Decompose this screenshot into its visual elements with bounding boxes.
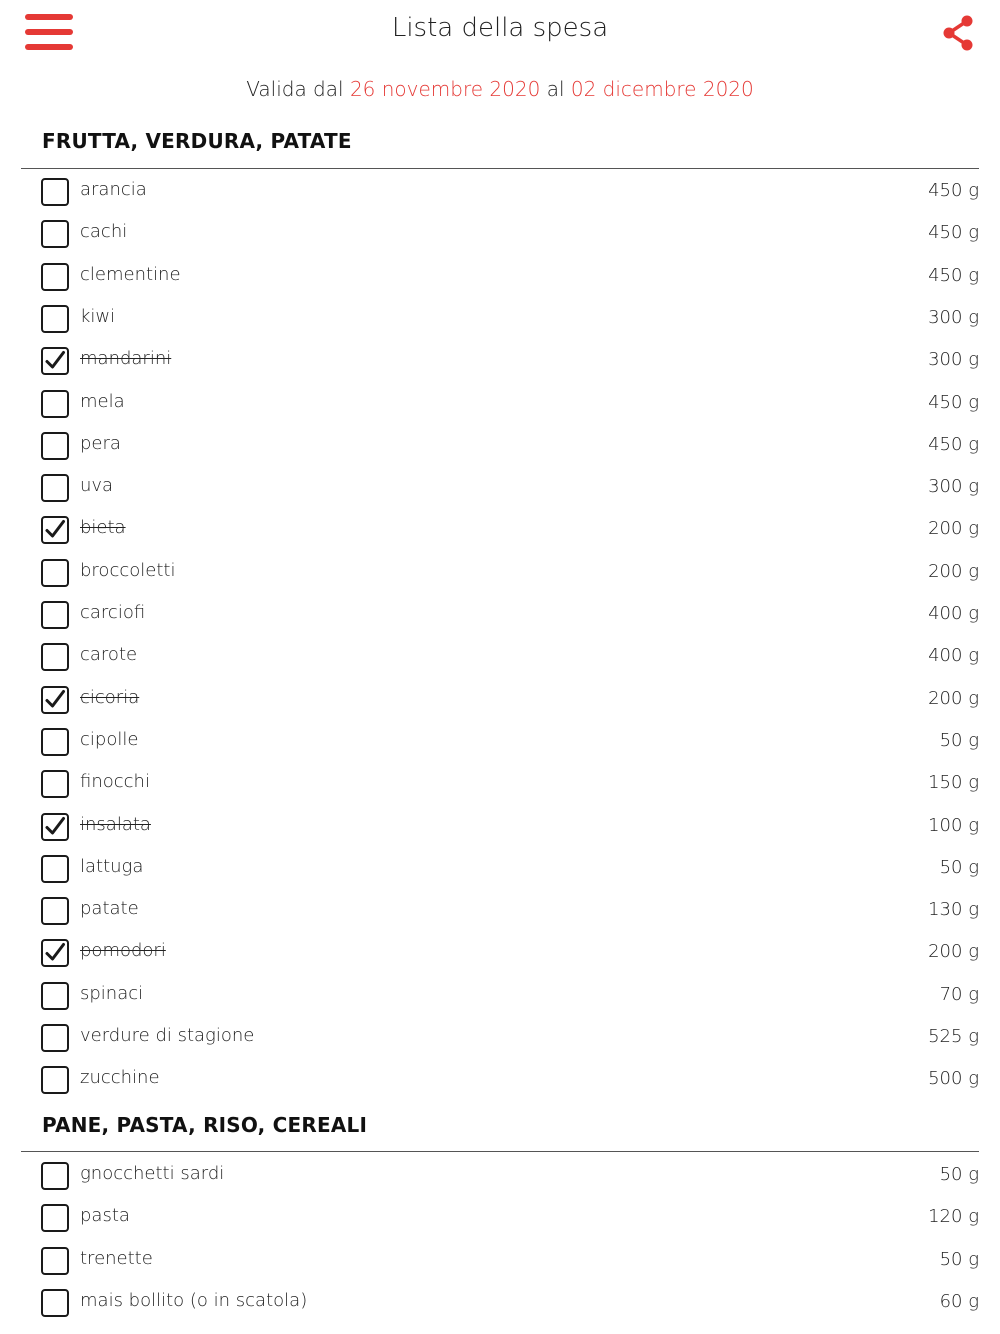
list-item[interactable] [0, 1281, 1000, 1323]
checkbox[interactable] [41, 1204, 69, 1232]
checkbox[interactable] [41, 559, 69, 587]
list-item[interactable] [0, 212, 1000, 254]
item-name: gnocchetti sardi [80, 1163, 225, 1184]
checkbox-checked[interactable] [41, 939, 69, 967]
item-name: spinaci [80, 982, 144, 1004]
item-quantity: 400 g [928, 645, 979, 667]
checkbox-checked[interactable] [41, 347, 69, 375]
item-quantity: 200 g [928, 560, 979, 582]
item-quantity: 130 g [928, 899, 979, 921]
item-name: patate [80, 898, 139, 920]
list-item[interactable] [0, 931, 1000, 973]
section-title: FRUTTA, VERDURA, PATATE [42, 129, 352, 153]
list-item[interactable] [0, 1016, 1000, 1058]
list-item[interactable] [0, 255, 1000, 297]
list-item[interactable] [0, 1196, 1000, 1238]
list-item[interactable] [0, 805, 1000, 847]
item-name: bieta [80, 517, 126, 539]
item-name: mais bollito (o in scatola) [80, 1289, 308, 1311]
list-item[interactable] [0, 678, 1000, 720]
checkbox[interactable] [41, 305, 69, 333]
checkbox[interactable] [41, 982, 69, 1010]
list-item[interactable] [0, 847, 1000, 889]
item-quantity: 50 g [939, 729, 979, 751]
page-title: Lista della spesa [391, 13, 609, 43]
checkbox[interactable] [41, 601, 69, 629]
item-name: cachi [80, 221, 128, 243]
item-quantity: 450 g [928, 180, 979, 201]
list-item[interactable] [0, 762, 1000, 804]
checkbox[interactable] [41, 178, 69, 206]
list-item[interactable] [0, 382, 1000, 424]
item-quantity: 400 g [928, 603, 979, 624]
item-quantity: 200 g [928, 518, 979, 540]
item-name: carciofi [80, 602, 146, 623]
checkbox[interactable] [41, 643, 69, 671]
section-divider [21, 1151, 979, 1152]
item-name: mela [80, 390, 125, 412]
item-quantity: 50 g [939, 856, 979, 878]
section-divider [21, 168, 979, 169]
list-item[interactable] [0, 720, 1000, 762]
validity-start-date: 26 novembre 2020 [349, 77, 541, 101]
item-quantity: 100 g [928, 814, 979, 836]
item-name: verdure di stagione [80, 1025, 255, 1046]
item-name: insalata [80, 813, 151, 835]
item-quantity: 200 g [928, 687, 979, 709]
list-item[interactable] [0, 1239, 1000, 1281]
item-name: carote [80, 644, 138, 666]
item-quantity: 300 g [928, 306, 979, 328]
item-quantity: 525 g [928, 1026, 979, 1047]
item-quantity: 450 g [928, 391, 979, 413]
checkbox-checked[interactable] [41, 516, 69, 544]
item-quantity: 200 g [928, 941, 979, 963]
checkbox-checked[interactable] [41, 686, 69, 714]
item-quantity: 70 g [939, 983, 979, 1005]
list-item[interactable] [0, 339, 1000, 381]
list-item[interactable] [0, 466, 1000, 508]
item-name: zucchine [80, 1067, 160, 1089]
item-name: cicoria [80, 686, 140, 708]
item-quantity: 120 g [928, 1206, 979, 1228]
list-item[interactable] [0, 593, 1000, 635]
list-item[interactable] [0, 1058, 1000, 1100]
item-quantity: 60 g [939, 1290, 979, 1312]
list-item[interactable] [0, 508, 1000, 550]
list-item[interactable] [0, 889, 1000, 931]
item-name: lattuga [80, 855, 144, 877]
item-name: arancia [80, 179, 147, 200]
checkbox[interactable] [41, 1247, 69, 1275]
checkbox[interactable] [41, 1024, 69, 1052]
item-name: clementine [80, 263, 181, 285]
checkbox[interactable] [41, 897, 69, 925]
item-quantity: 450 g [928, 264, 979, 286]
checkbox[interactable] [41, 728, 69, 756]
section-title: PANE, PASTA, RISO, CEREALI [42, 1113, 368, 1137]
item-quantity: 50 g [939, 1164, 979, 1185]
checkbox[interactable] [41, 390, 69, 418]
validity-prefix: Valida dal [246, 77, 344, 101]
share-icon[interactable] [938, 12, 980, 54]
item-quantity: 50 g [939, 1248, 979, 1270]
checkbox[interactable] [41, 1066, 69, 1094]
item-quantity: 500 g [928, 1068, 979, 1090]
top-bar [0, 0, 1000, 64]
item-name: pasta [80, 1205, 130, 1227]
list-item[interactable] [0, 635, 1000, 677]
checkbox-checked[interactable] [41, 813, 69, 841]
item-quantity: 450 g [928, 222, 979, 244]
checkbox[interactable] [41, 1162, 69, 1190]
checkbox[interactable] [41, 474, 69, 502]
item-quantity: 300 g [928, 349, 979, 371]
list-item[interactable] [0, 974, 1000, 1016]
list-item[interactable] [0, 170, 1000, 212]
checkbox[interactable] [41, 770, 69, 798]
checkbox[interactable] [41, 432, 69, 460]
item-quantity: 150 g [928, 772, 979, 794]
list-item[interactable] [0, 297, 1000, 339]
item-name: finocchi [80, 771, 150, 793]
item-name: pera [80, 432, 121, 454]
checkbox[interactable] [41, 855, 69, 883]
item-name: kiwi [80, 305, 116, 327]
checkbox[interactable] [41, 1289, 69, 1317]
validity-middle: al [546, 77, 565, 101]
list-item[interactable] [0, 1154, 1000, 1196]
validity-line [0, 77, 1000, 101]
item-name: broccoletti [80, 559, 176, 581]
item-quantity: 450 g [928, 433, 979, 455]
list-item[interactable] [0, 551, 1000, 593]
item-name: pomodori [80, 940, 166, 962]
item-name: cipolle [80, 728, 139, 750]
validity-end-date: 02 dicembre 2020 [570, 77, 754, 101]
list-item[interactable] [0, 424, 1000, 466]
checkbox[interactable] [41, 220, 69, 248]
item-name: mandarini [80, 348, 172, 370]
item-name: trenette [80, 1247, 153, 1269]
item-quantity: 300 g [928, 476, 979, 498]
checkbox[interactable] [41, 263, 69, 291]
item-name: uva [80, 475, 114, 497]
